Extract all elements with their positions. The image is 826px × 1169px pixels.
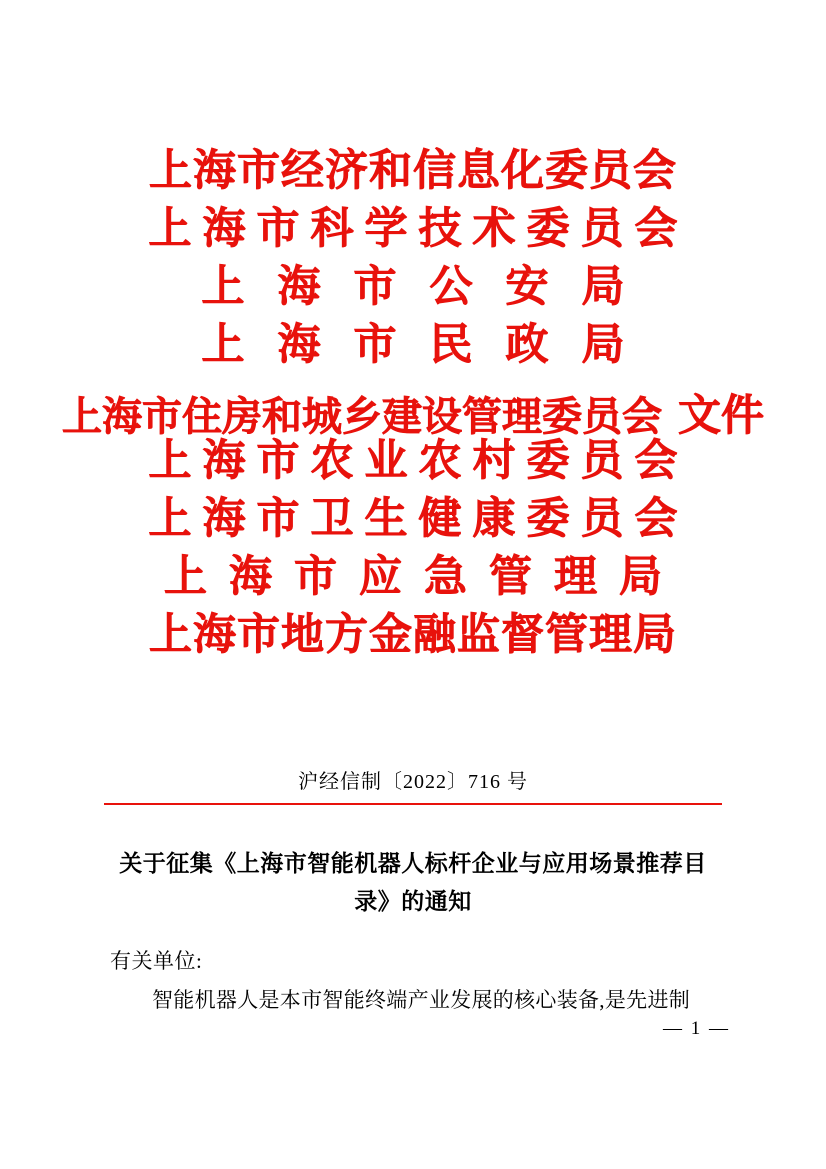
- agency-name-7: 上海市卫生健康委员会: [148, 496, 689, 543]
- agency-name-4: 上海市民政局: [201, 322, 658, 369]
- agency-name-6: 上海市农业农村委员会: [148, 438, 689, 485]
- red-divider-rule: [104, 803, 722, 805]
- letterhead: [0, 150, 826, 672]
- agency-name-3: 上海市公安局: [201, 264, 658, 311]
- document-number: 沪经信制〔2022〕716 号: [298, 771, 528, 793]
- agency-name-8: 上海市应急管理局: [164, 554, 684, 601]
- agency-name-2: 上海市科学技术委员会: [148, 206, 689, 253]
- agency-name-1: 上海市经济和信息化委员会: [149, 148, 677, 195]
- agency-name-9: 上海市地方金融监督管理局: [149, 612, 677, 659]
- page-number-footer: — 1 —: [663, 1018, 730, 1039]
- document-word-label: 文件: [678, 393, 764, 440]
- salutation: 有关单位:: [110, 949, 203, 973]
- body-paragraph: 智能机器人是本市智能终端产业发展的核心装备,是先进制: [152, 988, 691, 1012]
- agency-name-5: 上海市住房和城乡建设管理委员会: [62, 394, 662, 439]
- agency-name-5-row: [0, 382, 826, 440]
- document-title: 关于征集《上海市智能机器人标杆企业与应用场景推荐目录》的通知: [119, 851, 707, 914]
